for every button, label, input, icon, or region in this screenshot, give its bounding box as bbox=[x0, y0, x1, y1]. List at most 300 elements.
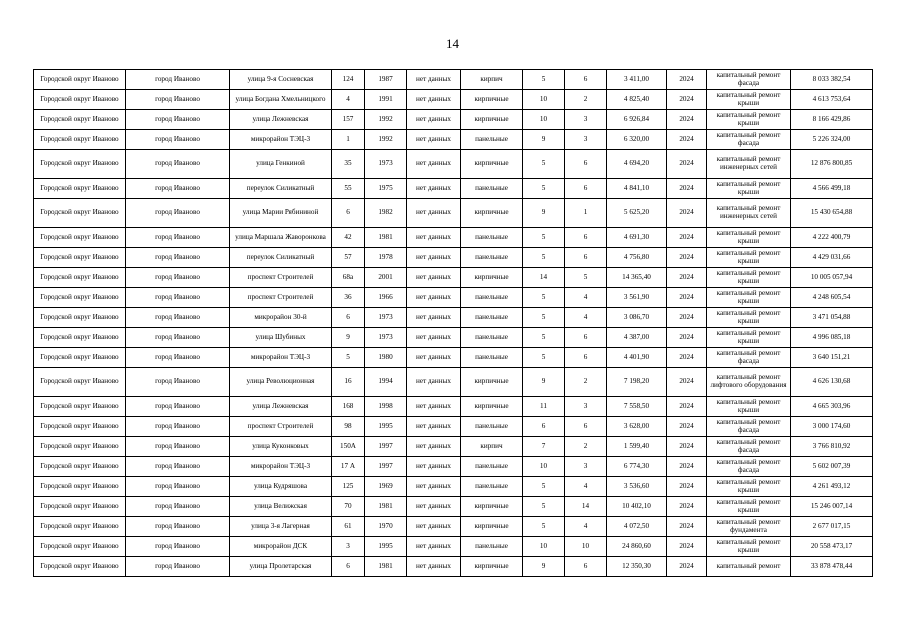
table-row bbox=[34, 288, 873, 308]
cell-street: улица Шубиных bbox=[230, 328, 332, 348]
table-row bbox=[34, 199, 873, 228]
cell-street: улица Богдана Хмельницкого bbox=[230, 90, 332, 110]
cell-repair-year: 2024 bbox=[667, 497, 707, 517]
cell-repair-year: 2024 bbox=[667, 150, 707, 179]
cell-cost: 5 602 007,39 bbox=[791, 457, 873, 477]
cell-wall-material: панельные bbox=[461, 308, 523, 328]
cell-repair-type: капитальный ремонт фасада bbox=[707, 457, 791, 477]
cell-commissioning-year: нет данных bbox=[407, 397, 461, 417]
cell-repair-year: 2024 bbox=[667, 90, 707, 110]
cell-municipality: Городской округ Иваново bbox=[34, 308, 126, 328]
cell-repair-year: 2024 bbox=[667, 130, 707, 150]
cell-settlement: город Иваново bbox=[126, 90, 230, 110]
cell-entrances: 2 bbox=[565, 90, 607, 110]
table-row bbox=[34, 90, 873, 110]
table-row bbox=[34, 228, 873, 248]
cell-street: улица Генкиной bbox=[230, 150, 332, 179]
cell-street: улица Революционная bbox=[230, 368, 332, 397]
cell-floors: 9 bbox=[523, 368, 565, 397]
cell-commissioning-year: нет данных bbox=[407, 417, 461, 437]
cell-commissioning-year: нет данных bbox=[407, 348, 461, 368]
cell-build-year: 1969 bbox=[365, 477, 407, 497]
cell-floors: 9 bbox=[523, 130, 565, 150]
cell-commissioning-year: нет данных bbox=[407, 477, 461, 497]
cell-street: микрорайон 30-й bbox=[230, 308, 332, 328]
cell-repair-year: 2024 bbox=[667, 368, 707, 397]
cell-commissioning-year: нет данных bbox=[407, 497, 461, 517]
cell-entrances: 3 bbox=[565, 397, 607, 417]
cell-entrances: 6 bbox=[565, 328, 607, 348]
cell-municipality: Городской округ Иваново bbox=[34, 130, 126, 150]
cell-entrances: 5 bbox=[565, 268, 607, 288]
table-row bbox=[34, 517, 873, 537]
cell-build-year: 1992 bbox=[365, 110, 407, 130]
cell-cost: 15 246 007,14 bbox=[791, 497, 873, 517]
cell-area: 7 198,20 bbox=[607, 368, 667, 397]
cell-entrances: 6 bbox=[565, 417, 607, 437]
cell-repair-type: капитальный ремонт крыши bbox=[707, 179, 791, 199]
cell-cost: 4 996 085,18 bbox=[791, 328, 873, 348]
cell-house-number: 6 bbox=[332, 557, 365, 577]
table-row bbox=[34, 557, 873, 577]
cell-floors: 10 bbox=[523, 110, 565, 130]
cell-street: улица Марии Рябининой bbox=[230, 199, 332, 228]
cell-settlement: город Иваново bbox=[126, 457, 230, 477]
cell-wall-material: кирпичные bbox=[461, 110, 523, 130]
cell-floors: 10 bbox=[523, 457, 565, 477]
cell-floors: 11 bbox=[523, 397, 565, 417]
cell-house-number: 17 А bbox=[332, 457, 365, 477]
cell-municipality: Городской округ Иваново bbox=[34, 248, 126, 268]
cell-municipality: Городской округ Иваново bbox=[34, 90, 126, 110]
cell-house-number: 70 bbox=[332, 497, 365, 517]
cell-cost: 4 613 753,64 bbox=[791, 90, 873, 110]
cell-build-year: 1997 bbox=[365, 437, 407, 457]
cell-wall-material: кирпичные bbox=[461, 557, 523, 577]
cell-wall-material: кирпичные bbox=[461, 90, 523, 110]
cell-commissioning-year: нет данных bbox=[407, 150, 461, 179]
cell-area: 12 350,30 bbox=[607, 557, 667, 577]
cell-repair-type: капитальный ремонт фасада bbox=[707, 417, 791, 437]
cell-wall-material: кирпичные bbox=[461, 497, 523, 517]
cell-commissioning-year: нет данных bbox=[407, 457, 461, 477]
cell-wall-material: кирпич bbox=[461, 437, 523, 457]
table-row bbox=[34, 130, 873, 150]
cell-cost: 3 766 810,92 bbox=[791, 437, 873, 457]
cell-repair-year: 2024 bbox=[667, 70, 707, 90]
cell-commissioning-year: нет данных bbox=[407, 248, 461, 268]
cell-cost: 3 471 054,88 bbox=[791, 308, 873, 328]
cell-commissioning-year: нет данных bbox=[407, 328, 461, 348]
cell-house-number: 3 bbox=[332, 537, 365, 557]
cell-repair-year: 2024 bbox=[667, 110, 707, 130]
cell-repair-year: 2024 bbox=[667, 457, 707, 477]
cell-floors: 5 bbox=[523, 477, 565, 497]
cell-house-number: 125 bbox=[332, 477, 365, 497]
cell-municipality: Городской округ Иваново bbox=[34, 70, 126, 90]
cell-commissioning-year: нет данных bbox=[407, 70, 461, 90]
cell-house-number: 1 bbox=[332, 130, 365, 150]
cell-build-year: 1973 bbox=[365, 328, 407, 348]
cell-cost: 8 166 429,86 bbox=[791, 110, 873, 130]
cell-municipality: Городской округ Иваново bbox=[34, 348, 126, 368]
cell-build-year: 1981 bbox=[365, 557, 407, 577]
cell-municipality: Городской округ Иваново bbox=[34, 368, 126, 397]
cell-municipality: Городской округ Иваново bbox=[34, 417, 126, 437]
cell-wall-material: кирпич bbox=[461, 70, 523, 90]
cell-repair-type: капитальный ремонт фасада bbox=[707, 70, 791, 90]
cell-floors: 5 bbox=[523, 248, 565, 268]
cell-repair-type: капитальный ремонт лифтового оборудования bbox=[707, 368, 791, 397]
cell-repair-type: капитальный ремонт фасада bbox=[707, 348, 791, 368]
cell-house-number: 157 bbox=[332, 110, 365, 130]
cell-build-year: 1970 bbox=[365, 517, 407, 537]
cell-commissioning-year: нет данных bbox=[407, 308, 461, 328]
cell-cost: 4 261 493,12 bbox=[791, 477, 873, 497]
cell-floors: 5 bbox=[523, 179, 565, 199]
cell-repair-year: 2024 bbox=[667, 537, 707, 557]
cell-street: проспект Строителей bbox=[230, 417, 332, 437]
page-number: 14 bbox=[446, 36, 459, 51]
cell-wall-material: кирпичные bbox=[461, 199, 523, 228]
cell-floors: 5 bbox=[523, 150, 565, 179]
cell-street: переулок Силикатный bbox=[230, 248, 332, 268]
cell-repair-year: 2024 bbox=[667, 397, 707, 417]
cell-cost: 12 876 800,85 bbox=[791, 150, 873, 179]
cell-floors: 10 bbox=[523, 90, 565, 110]
cell-area: 4 401,90 bbox=[607, 348, 667, 368]
cell-settlement: город Иваново bbox=[126, 557, 230, 577]
cell-wall-material: панельные bbox=[461, 477, 523, 497]
cell-wall-material: панельные bbox=[461, 228, 523, 248]
cell-settlement: город Иваново bbox=[126, 110, 230, 130]
cell-cost: 5 226 324,00 bbox=[791, 130, 873, 150]
cell-area: 5 625,20 bbox=[607, 199, 667, 228]
cell-house-number: 5 bbox=[332, 348, 365, 368]
cell-build-year: 1973 bbox=[365, 308, 407, 328]
cell-settlement: город Иваново bbox=[126, 248, 230, 268]
cell-street: улица Кудряшова bbox=[230, 477, 332, 497]
cell-repair-year: 2024 bbox=[667, 199, 707, 228]
cell-build-year: 1981 bbox=[365, 228, 407, 248]
cell-municipality: Городской округ Иваново bbox=[34, 150, 126, 179]
cell-street: улица Маршала Жаворонкова bbox=[230, 228, 332, 248]
cell-repair-year: 2024 bbox=[667, 348, 707, 368]
cell-repair-year: 2024 bbox=[667, 477, 707, 497]
cell-area: 7 558,50 bbox=[607, 397, 667, 417]
cell-wall-material: панельные bbox=[461, 537, 523, 557]
cell-floors: 5 bbox=[523, 308, 565, 328]
cell-floors: 5 bbox=[523, 70, 565, 90]
table-row bbox=[34, 477, 873, 497]
cell-settlement: город Иваново bbox=[126, 497, 230, 517]
cell-entrances: 10 bbox=[565, 537, 607, 557]
cell-cost: 20 558 473,17 bbox=[791, 537, 873, 557]
cell-wall-material: кирпичные bbox=[461, 368, 523, 397]
cell-street: улица Куконковых bbox=[230, 437, 332, 457]
cell-repair-year: 2024 bbox=[667, 308, 707, 328]
cell-cost: 4 665 303,96 bbox=[791, 397, 873, 417]
cell-floors: 5 bbox=[523, 517, 565, 537]
cell-wall-material: панельные bbox=[461, 248, 523, 268]
cell-settlement: город Иваново bbox=[126, 348, 230, 368]
cell-municipality: Городской округ Иваново bbox=[34, 437, 126, 457]
cell-area: 4 387,00 bbox=[607, 328, 667, 348]
cell-settlement: город Иваново bbox=[126, 179, 230, 199]
cell-cost: 2 677 017,15 bbox=[791, 517, 873, 537]
cell-area: 3 086,70 bbox=[607, 308, 667, 328]
cell-commissioning-year: нет данных bbox=[407, 90, 461, 110]
cell-wall-material: панельные bbox=[461, 417, 523, 437]
cell-entrances: 6 bbox=[565, 150, 607, 179]
cell-area: 4 825,40 bbox=[607, 90, 667, 110]
cell-street: улица Лежневская bbox=[230, 397, 332, 417]
cell-settlement: город Иваново bbox=[126, 268, 230, 288]
cell-build-year: 2001 bbox=[365, 268, 407, 288]
cell-build-year: 1973 bbox=[365, 150, 407, 179]
cell-settlement: город Иваново bbox=[126, 417, 230, 437]
cell-repair-type: капитальный ремонт крыши bbox=[707, 268, 791, 288]
repair-program-table bbox=[33, 69, 873, 577]
cell-municipality: Городской округ Иваново bbox=[34, 397, 126, 417]
cell-floors: 9 bbox=[523, 557, 565, 577]
cell-wall-material: панельные bbox=[461, 348, 523, 368]
cell-floors: 10 bbox=[523, 537, 565, 557]
cell-settlement: город Иваново bbox=[126, 537, 230, 557]
cell-house-number: 57 bbox=[332, 248, 365, 268]
table-row bbox=[34, 179, 873, 199]
cell-settlement: город Иваново bbox=[126, 517, 230, 537]
cell-repair-type: капитальный ремонт крыши bbox=[707, 397, 791, 417]
cell-settlement: город Иваново bbox=[126, 288, 230, 308]
cell-floors: 6 bbox=[523, 417, 565, 437]
cell-build-year: 1995 bbox=[365, 537, 407, 557]
cell-commissioning-year: нет данных bbox=[407, 130, 461, 150]
cell-cost: 8 033 382,54 bbox=[791, 70, 873, 90]
cell-municipality: Городской округ Иваново bbox=[34, 517, 126, 537]
cell-settlement: город Иваново bbox=[126, 70, 230, 90]
table-row bbox=[34, 537, 873, 557]
table-row bbox=[34, 497, 873, 517]
cell-wall-material: панельные bbox=[461, 130, 523, 150]
cell-settlement: город Иваново bbox=[126, 437, 230, 457]
cell-municipality: Городской округ Иваново bbox=[34, 288, 126, 308]
cell-settlement: город Иваново bbox=[126, 228, 230, 248]
cell-repair-year: 2024 bbox=[667, 268, 707, 288]
cell-repair-year: 2024 bbox=[667, 417, 707, 437]
cell-settlement: город Иваново bbox=[126, 328, 230, 348]
table-row bbox=[34, 368, 873, 397]
cell-entrances: 6 bbox=[565, 70, 607, 90]
cell-entrances: 6 bbox=[565, 228, 607, 248]
cell-street: улица Лежневская bbox=[230, 110, 332, 130]
cell-house-number: 42 bbox=[332, 228, 365, 248]
cell-settlement: город Иваново bbox=[126, 150, 230, 179]
cell-repair-type: капитальный ремонт крыши bbox=[707, 90, 791, 110]
cell-commissioning-year: нет данных bbox=[407, 110, 461, 130]
cell-entrances: 3 bbox=[565, 130, 607, 150]
cell-street: микрорайон ТЭЦ-3 bbox=[230, 130, 332, 150]
cell-repair-type: капитальный ремонт крыши bbox=[707, 537, 791, 557]
cell-house-number: 6 bbox=[332, 199, 365, 228]
cell-cost: 10 005 057,94 bbox=[791, 268, 873, 288]
cell-repair-type: капитальный ремонт крыши bbox=[707, 288, 791, 308]
cell-floors: 5 bbox=[523, 228, 565, 248]
cell-repair-year: 2024 bbox=[667, 328, 707, 348]
cell-floors: 5 bbox=[523, 288, 565, 308]
cell-cost: 4 566 499,18 bbox=[791, 179, 873, 199]
cell-floors: 5 bbox=[523, 497, 565, 517]
table-row bbox=[34, 348, 873, 368]
cell-repair-year: 2024 bbox=[667, 557, 707, 577]
cell-commissioning-year: нет данных bbox=[407, 179, 461, 199]
cell-street: микрорайон ТЭЦ-3 bbox=[230, 348, 332, 368]
cell-build-year: 1978 bbox=[365, 248, 407, 268]
cell-area: 4 756,80 bbox=[607, 248, 667, 268]
table-row bbox=[34, 150, 873, 179]
cell-floors: 9 bbox=[523, 199, 565, 228]
cell-cost: 15 430 654,88 bbox=[791, 199, 873, 228]
cell-repair-type: капитальный ремонт инженерных сетей bbox=[707, 199, 791, 228]
cell-cost: 3 640 151,21 bbox=[791, 348, 873, 368]
cell-street: улица 3-я Лагерная bbox=[230, 517, 332, 537]
cell-house-number: 150А bbox=[332, 437, 365, 457]
cell-municipality: Городской округ Иваново bbox=[34, 268, 126, 288]
cell-municipality: Городской округ Иваново bbox=[34, 199, 126, 228]
cell-repair-type: капитальный ремонт крыши bbox=[707, 228, 791, 248]
cell-settlement: город Иваново bbox=[126, 308, 230, 328]
cell-build-year: 1997 bbox=[365, 457, 407, 477]
cell-wall-material: кирпичные bbox=[461, 268, 523, 288]
cell-build-year: 1981 bbox=[365, 497, 407, 517]
cell-entrances: 4 bbox=[565, 517, 607, 537]
cell-commissioning-year: нет данных bbox=[407, 557, 461, 577]
cell-area: 24 860,60 bbox=[607, 537, 667, 557]
cell-municipality: Городской округ Иваново bbox=[34, 477, 126, 497]
cell-area: 10 402,10 bbox=[607, 497, 667, 517]
cell-street: улица Пролетарская bbox=[230, 557, 332, 577]
table-row bbox=[34, 70, 873, 90]
cell-settlement: город Иваново bbox=[126, 397, 230, 417]
cell-wall-material: кирпичные bbox=[461, 397, 523, 417]
table-row bbox=[34, 268, 873, 288]
cell-repair-year: 2024 bbox=[667, 517, 707, 537]
cell-municipality: Городской округ Иваново bbox=[34, 328, 126, 348]
cell-build-year: 1995 bbox=[365, 417, 407, 437]
cell-entrances: 2 bbox=[565, 368, 607, 397]
cell-entrances: 4 bbox=[565, 477, 607, 497]
cell-house-number: 16 bbox=[332, 368, 365, 397]
cell-house-number: 55 bbox=[332, 179, 365, 199]
cell-floors: 5 bbox=[523, 328, 565, 348]
cell-floors: 14 bbox=[523, 268, 565, 288]
cell-municipality: Городской округ Иваново bbox=[34, 179, 126, 199]
table-row bbox=[34, 397, 873, 417]
cell-commissioning-year: нет данных bbox=[407, 368, 461, 397]
cell-area: 6 320,00 bbox=[607, 130, 667, 150]
cell-area: 3 411,00 bbox=[607, 70, 667, 90]
cell-cost: 3 000 174,60 bbox=[791, 417, 873, 437]
cell-wall-material: панельные bbox=[461, 328, 523, 348]
cell-entrances: 6 bbox=[565, 348, 607, 368]
cell-house-number: 124 bbox=[332, 70, 365, 90]
cell-repair-year: 2024 bbox=[667, 179, 707, 199]
cell-area: 6 774,30 bbox=[607, 457, 667, 477]
cell-repair-year: 2024 bbox=[667, 228, 707, 248]
cell-repair-year: 2024 bbox=[667, 437, 707, 457]
cell-municipality: Городской округ Иваново bbox=[34, 228, 126, 248]
cell-build-year: 1992 bbox=[365, 130, 407, 150]
cell-street: переулок Силикатный bbox=[230, 179, 332, 199]
cell-area: 3 536,60 bbox=[607, 477, 667, 497]
cell-area: 14 365,40 bbox=[607, 268, 667, 288]
cell-cost: 4 429 031,66 bbox=[791, 248, 873, 268]
cell-build-year: 1994 bbox=[365, 368, 407, 397]
cell-entrances: 4 bbox=[565, 308, 607, 328]
cell-commissioning-year: нет данных bbox=[407, 268, 461, 288]
cell-build-year: 1987 bbox=[365, 70, 407, 90]
table-row bbox=[34, 248, 873, 268]
table-row bbox=[34, 110, 873, 130]
cell-entrances: 2 bbox=[565, 437, 607, 457]
cell-wall-material: панельные bbox=[461, 457, 523, 477]
cell-floors: 5 bbox=[523, 348, 565, 368]
cell-repair-year: 2024 bbox=[667, 288, 707, 308]
cell-area: 4 694,20 bbox=[607, 150, 667, 179]
cell-wall-material: панельные bbox=[461, 179, 523, 199]
cell-street: проспект Строителей bbox=[230, 268, 332, 288]
cell-repair-type: капитальный ремонт фасада bbox=[707, 437, 791, 457]
cell-entrances: 3 bbox=[565, 110, 607, 130]
cell-cost: 4 626 130,68 bbox=[791, 368, 873, 397]
cell-build-year: 1980 bbox=[365, 348, 407, 368]
cell-area: 1 599,40 bbox=[607, 437, 667, 457]
cell-settlement: город Иваново bbox=[126, 477, 230, 497]
cell-repair-type: капитальный ремонт крыши bbox=[707, 477, 791, 497]
cell-entrances: 14 bbox=[565, 497, 607, 517]
cell-build-year: 1991 bbox=[365, 90, 407, 110]
cell-cost: 4 222 400,79 bbox=[791, 228, 873, 248]
cell-commissioning-year: нет данных bbox=[407, 537, 461, 557]
cell-repair-type: капитальный ремонт крыши bbox=[707, 110, 791, 130]
cell-settlement: город Иваново bbox=[126, 130, 230, 150]
cell-area: 3 628,00 bbox=[607, 417, 667, 437]
cell-municipality: Городской округ Иваново bbox=[34, 457, 126, 477]
cell-area: 6 926,84 bbox=[607, 110, 667, 130]
cell-commissioning-year: нет данных bbox=[407, 517, 461, 537]
cell-build-year: 1975 bbox=[365, 179, 407, 199]
cell-build-year: 1982 bbox=[365, 199, 407, 228]
cell-repair-year: 2024 bbox=[667, 248, 707, 268]
cell-wall-material: кирпичные bbox=[461, 150, 523, 179]
cell-repair-type: капитальный ремонт крыши bbox=[707, 308, 791, 328]
cell-area: 4 691,30 bbox=[607, 228, 667, 248]
cell-municipality: Городской округ Иваново bbox=[34, 497, 126, 517]
cell-commissioning-year: нет данных bbox=[407, 437, 461, 457]
cell-settlement: город Иваново bbox=[126, 199, 230, 228]
table-row bbox=[34, 308, 873, 328]
cell-area: 4 072,50 bbox=[607, 517, 667, 537]
cell-municipality: Городской округ Иваново bbox=[34, 557, 126, 577]
cell-entrances: 6 bbox=[565, 248, 607, 268]
cell-cost: 33 878 478,44 bbox=[791, 557, 873, 577]
cell-entrances: 6 bbox=[565, 179, 607, 199]
cell-house-number: 9 bbox=[332, 328, 365, 348]
table-row bbox=[34, 437, 873, 457]
cell-repair-type: капитальный ремонт крыши bbox=[707, 248, 791, 268]
cell-entrances: 3 bbox=[565, 457, 607, 477]
cell-wall-material: кирпичные bbox=[461, 517, 523, 537]
